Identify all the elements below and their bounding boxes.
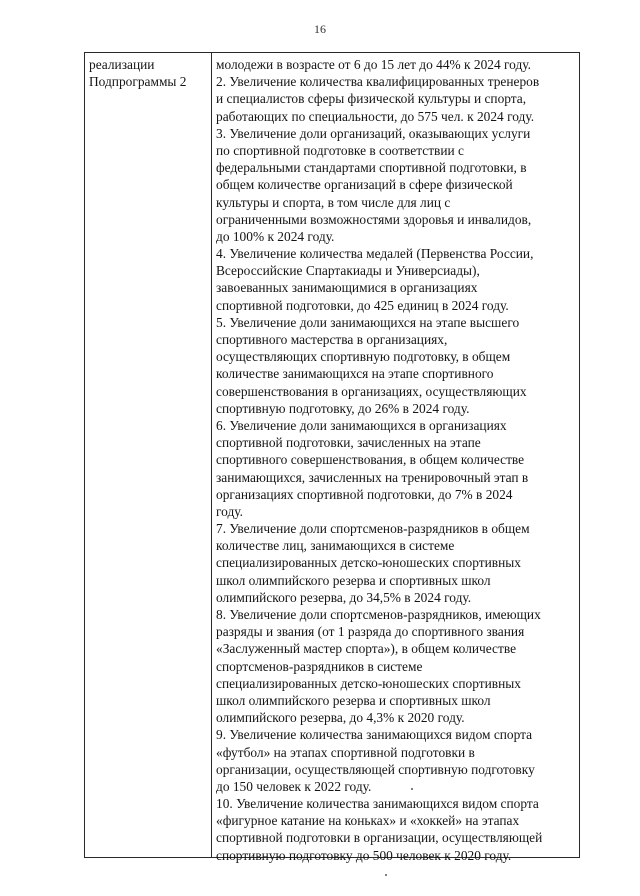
indicator-text-line: 4. Увеличение количества медалей (Первенства России,	[216, 246, 534, 262]
indicator-text-line: федеральными стандартами спортивной подготовки, в	[216, 160, 527, 176]
indicator-text-line: школ олимпийского резерва и спортивных школ	[216, 572, 491, 588]
scan-speck	[385, 874, 387, 876]
indicator-text-line: 3. Увеличение доли организаций, оказывающих услуги	[216, 125, 531, 141]
indicator-text-line: организациях спортивной подготовки, до 7% в 2024	[216, 486, 513, 502]
indicator-text-line: 10. Увеличение количества занимающихся видом спорта	[216, 796, 539, 812]
indicator-text-line: 5. Увеличение доли занимающихся на этапе высшего	[216, 314, 520, 330]
indicator-text-line: общем количестве организаций в сфере физической	[216, 177, 513, 193]
indicator-text-line: занимающихся, зачисленных на тренировочный этап в	[216, 469, 529, 485]
indicator-text-line: школ олимпийского резерва и спортивных школ	[216, 692, 491, 708]
indicator-text-line: количестве лиц, занимающихся в системе	[216, 538, 455, 554]
indicator-text-line: и специалистов сферы физической культуры и спорта,	[216, 91, 527, 107]
indicator-text-line: осуществляющих спортивную подготовку, в общем	[216, 349, 511, 365]
indicator-text-line: 9. Увеличение количества занимающихся видом спорта	[216, 727, 533, 743]
indicator-text-line: году.	[216, 503, 243, 519]
indicator-text-line: культуры и спорта, в том числе для лиц с	[216, 194, 451, 210]
indicator-text-line: спортивную подготовку до 500 человек к 2020 году.	[216, 847, 512, 863]
subprogram-label-cell	[89, 56, 209, 90]
indicator-text-line: до 100% к 2024 году.	[216, 228, 335, 244]
column-divider	[211, 53, 212, 857]
indicator-text-line: по спортивной подготовке в соответствии с	[216, 142, 464, 158]
indicator-text-line: специализированных детско-юношеских спортивных	[216, 675, 521, 691]
indicators-text-cell	[216, 56, 578, 864]
indicator-text-line: спортивного совершенствования, в общем количестве	[216, 452, 525, 468]
indicator-text-line: «фигурное катание на коньках» и «хоккей» на этапах	[216, 813, 520, 829]
indicator-text-line: спортивной подготовки, до 425 единиц в 2024 году.	[216, 297, 509, 313]
indicator-text-line: спортивную подготовку, до 26% в 2024 году.	[216, 400, 470, 416]
indicator-text-line: 7. Увеличение доли спортсменов-разрядников в общем	[216, 521, 530, 537]
indicator-text-line: завоеванных занимающимися в организациях	[216, 280, 478, 296]
indicator-text-line: олимпийского резерва, до 4,3% к 2020 году.	[216, 710, 465, 726]
indicator-text-line: организации, осуществляющей спортивную подготовку	[216, 761, 535, 777]
indicators-table	[84, 52, 580, 863]
indicator-text-line: спортивного мастерства в организациях,	[216, 332, 448, 347]
indicator-text-line: молодежи в возрасте от 6 до 15 лет до 44% к 2024 году.	[216, 57, 532, 72]
indicator-text-line: до 150 человек к 2022 году.	[216, 778, 372, 794]
indicator-text-line: совершенствования в организациях, осуществляющих	[216, 383, 527, 399]
scan-speck	[411, 788, 413, 790]
subprogram-label-line: Подпрограммы 2	[89, 74, 187, 90]
indicator-text-line: олимпийского резерва, до 34,5% в 2024 году.	[216, 589, 472, 605]
indicator-text-line: количестве занимающихся на этапе спортивного	[216, 366, 494, 382]
indicator-text-line: спортивной подготовки в организации, осуществляющей	[216, 830, 543, 846]
indicator-text-line: специализированных детско-юношеских спортивных	[216, 555, 521, 571]
indicator-text-line: Всероссийские Спартакиады и Универсиады),	[216, 263, 480, 279]
subprogram-label-line: реализации	[89, 57, 155, 72]
indicator-text-line: 8. Увеличение доли спортсменов-разрядников, имеющих	[216, 607, 541, 622]
indicator-text-line: 2. Увеличение количества квалифицированных тренеров	[216, 74, 540, 90]
indicator-text-line: разряды и звания (от 1 разряда до спортивного звания	[216, 624, 525, 640]
indicator-text-line: «футбол» на этапах спортивной подготовки в	[216, 744, 475, 760]
indicator-text-line: спортивной подготовки, зачисленных на этапе	[216, 435, 481, 451]
indicator-text-line: ограниченными возможностями здоровья и инвалидов,	[216, 211, 532, 227]
indicator-text-line: работающих по специальности, до 575 чел. к 2024 году.	[216, 108, 535, 124]
indicator-text-line: 6. Увеличение доли занимающихся в организациях	[216, 417, 507, 433]
indicator-text-line: «Заслуженный мастер спорта»), в общем количестве	[216, 641, 517, 657]
page-number: 16	[314, 22, 326, 36]
indicator-text-line: спортсменов-разрядников в системе	[216, 658, 423, 674]
